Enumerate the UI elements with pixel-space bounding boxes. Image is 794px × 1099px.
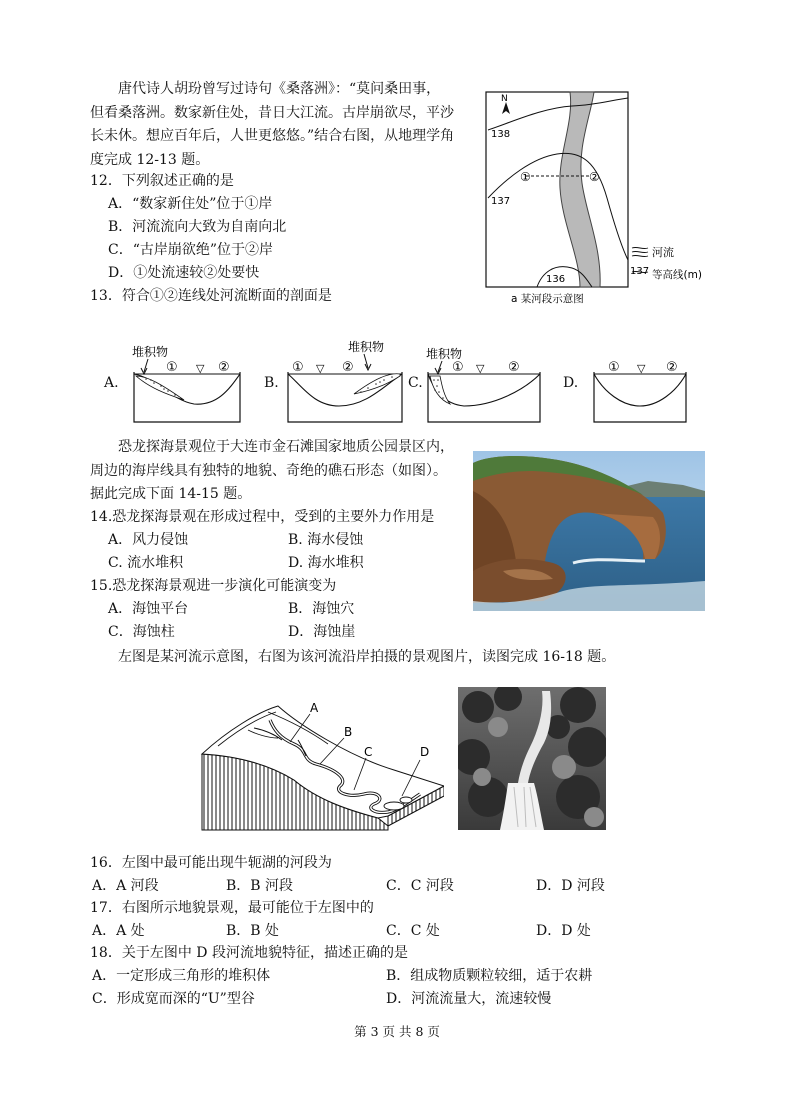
deposit-label: 堆积物 <box>426 347 463 361</box>
question-15-stem: 15.恐龙探海景观进一步演化可能演变为 <box>90 578 337 594</box>
q12-option-c[interactable]: C．“古岸崩欲绝”位于②岸 <box>108 242 274 258</box>
north-label: N <box>501 94 508 104</box>
label-d: D <box>420 745 430 759</box>
profile-c-deposit <box>430 376 450 404</box>
intro-paragraph-2 <box>90 436 454 507</box>
water-level-icon: ▽ <box>637 362 646 375</box>
q16-option-d[interactable]: D．D 河段 <box>536 878 605 894</box>
q12-option-a[interactable]: A．“数家新住处”位于①岸 <box>108 196 273 212</box>
q14-option-a[interactable]: A．风力侵蚀 <box>108 532 189 548</box>
q18-option-d[interactable]: D．河流流量大，流速较慢 <box>386 991 552 1007</box>
q15-option-b[interactable]: B．海蚀穴 <box>288 601 355 617</box>
label-b: B <box>344 725 353 739</box>
profile-a[interactable] <box>126 338 246 426</box>
q16-option-a[interactable]: A．A 河段 <box>92 878 159 894</box>
contour-label: 137 <box>630 266 650 277</box>
profile-b-deposit <box>354 374 400 394</box>
intro-line: 度完成 12-13 题。 <box>90 151 210 168</box>
point-1-label: ① <box>608 360 620 375</box>
river-segment-map <box>482 88 716 310</box>
q14-option-d[interactable]: D. 海水堆积 <box>288 555 364 571</box>
q17-option-a[interactable]: A．A 处 <box>92 923 145 939</box>
deposit-label: 堆积物 <box>132 345 169 359</box>
profile-d-letter[interactable]: D. <box>563 375 579 391</box>
point-1-label: ① <box>292 360 304 375</box>
intro-paragraph-3: 左图是某河流示意图，右图为该河流沿岸拍摄的景观图片，读图完成 16-18 题。 <box>118 649 616 665</box>
label-a: A <box>310 701 319 715</box>
sea-arch-photo <box>473 451 705 611</box>
profile-a-bed <box>134 374 240 404</box>
q18-option-c[interactable]: C．形成宽而深的“U”型谷 <box>92 991 255 1007</box>
water-level-icon: ▽ <box>476 362 485 375</box>
q17-option-c[interactable]: C．C 处 <box>386 923 440 939</box>
question-16-stem: 16．左图中最可能出现牛轭湖的河段为 <box>90 855 332 871</box>
point-1-label: ① <box>452 360 464 375</box>
water-level-icon: ▽ <box>316 362 325 375</box>
question-13-stem: 13．符合①②连线处河流断面的剖面是 <box>90 288 332 304</box>
q14-option-b[interactable]: B. 海水侵蚀 <box>288 532 364 548</box>
question-18-stem: 18．关于左图中 D 段河流地貌特征，描述正确的是 <box>90 945 408 961</box>
legend-contour-label: 等高线(m) <box>652 269 702 281</box>
legend-river-label: 河流 <box>652 246 674 259</box>
profile-b[interactable] <box>284 336 408 426</box>
map-frame <box>486 92 628 287</box>
q17-option-b[interactable]: B．B 处 <box>226 923 280 939</box>
point-2-label: ② <box>218 360 230 375</box>
point-2-label: ② <box>589 170 600 184</box>
question-17-stem: 17．右图所示地貌景观，最可能位于左图中的 <box>90 900 374 916</box>
profile-d[interactable] <box>590 340 690 426</box>
page-footer: 第 3 页 共 8 页 <box>354 1024 440 1039</box>
intro-line: 唐代诗人胡玢曾写过诗句《桑落洲》：“莫问桑田事， <box>118 81 441 97</box>
contour-label: 138 <box>491 129 511 140</box>
q14-option-c[interactable]: C. 流水堆积 <box>108 555 184 571</box>
point-2-label: ② <box>342 360 354 375</box>
q16-option-c[interactable]: C．C 河段 <box>386 878 454 894</box>
intro-line: 长未休。想应百年后，人世更悠悠。”结合右图，从地理学角 <box>90 128 455 144</box>
river-block-diagram <box>198 690 444 836</box>
intro-line: 但看桑落洲。数家新住处，昔日大江流。古岸崩欲尽，平沙 <box>90 104 454 121</box>
water-level-icon: ▽ <box>196 362 205 375</box>
q12-option-d[interactable]: D．①处流速较②处要快 <box>108 265 260 281</box>
deposit-label: 堆积物 <box>348 340 385 354</box>
contour-label: 136 <box>546 274 566 285</box>
profile-d-bed <box>594 374 686 406</box>
q18-option-a[interactable]: A．一定形成三角形的堆积体 <box>92 968 271 984</box>
map-caption: a 某河段示意图 <box>511 293 584 305</box>
intro-line: 周边的海岸线具有独特的地貌、奇绝的礁石形态（如图）。 <box>90 462 447 479</box>
q15-option-a[interactable]: A．海蚀平台 <box>108 601 189 617</box>
q18-option-b[interactable]: B．组成物质颗粒较细，适于农耕 <box>386 968 593 984</box>
point-1-label: ① <box>520 170 531 184</box>
profile-a-deposit <box>136 376 184 400</box>
contour-label: 137 <box>491 196 511 207</box>
intro-line: 恐龙探海景观位于大连市金石滩国家地质公园景区内， <box>118 439 454 455</box>
intro-paragraph-1 <box>90 78 454 172</box>
profile-c-letter[interactable]: C. <box>408 375 423 391</box>
q15-option-d[interactable]: D．海蚀崖 <box>288 624 356 640</box>
waterfall-photo <box>458 687 606 830</box>
intro-line: 据此完成下面 14-15 题。 <box>90 486 252 502</box>
label-c: C <box>364 745 373 759</box>
question-12-stem: 12．下列叙述正确的是 <box>90 173 234 189</box>
q15-option-c[interactable]: C．海蚀柱 <box>108 624 175 640</box>
profile-b-letter[interactable]: B. <box>264 375 279 391</box>
point-1-label: ① <box>166 360 178 375</box>
profile-c[interactable] <box>424 340 546 426</box>
question-14-stem: 14.恐龙探海景观在形成过程中，受到的主要外力作用是 <box>90 509 435 525</box>
river-legend-icon <box>632 247 648 256</box>
profile-a-letter[interactable]: A. <box>104 375 119 391</box>
point-2-label: ② <box>508 360 520 375</box>
point-2-label: ② <box>666 360 678 375</box>
q16-option-b[interactable]: B．B 河段 <box>226 878 294 894</box>
q12-option-b[interactable]: B．河流流向大致为自南向北 <box>108 219 287 235</box>
q17-option-d[interactable]: D．D 处 <box>536 923 591 939</box>
